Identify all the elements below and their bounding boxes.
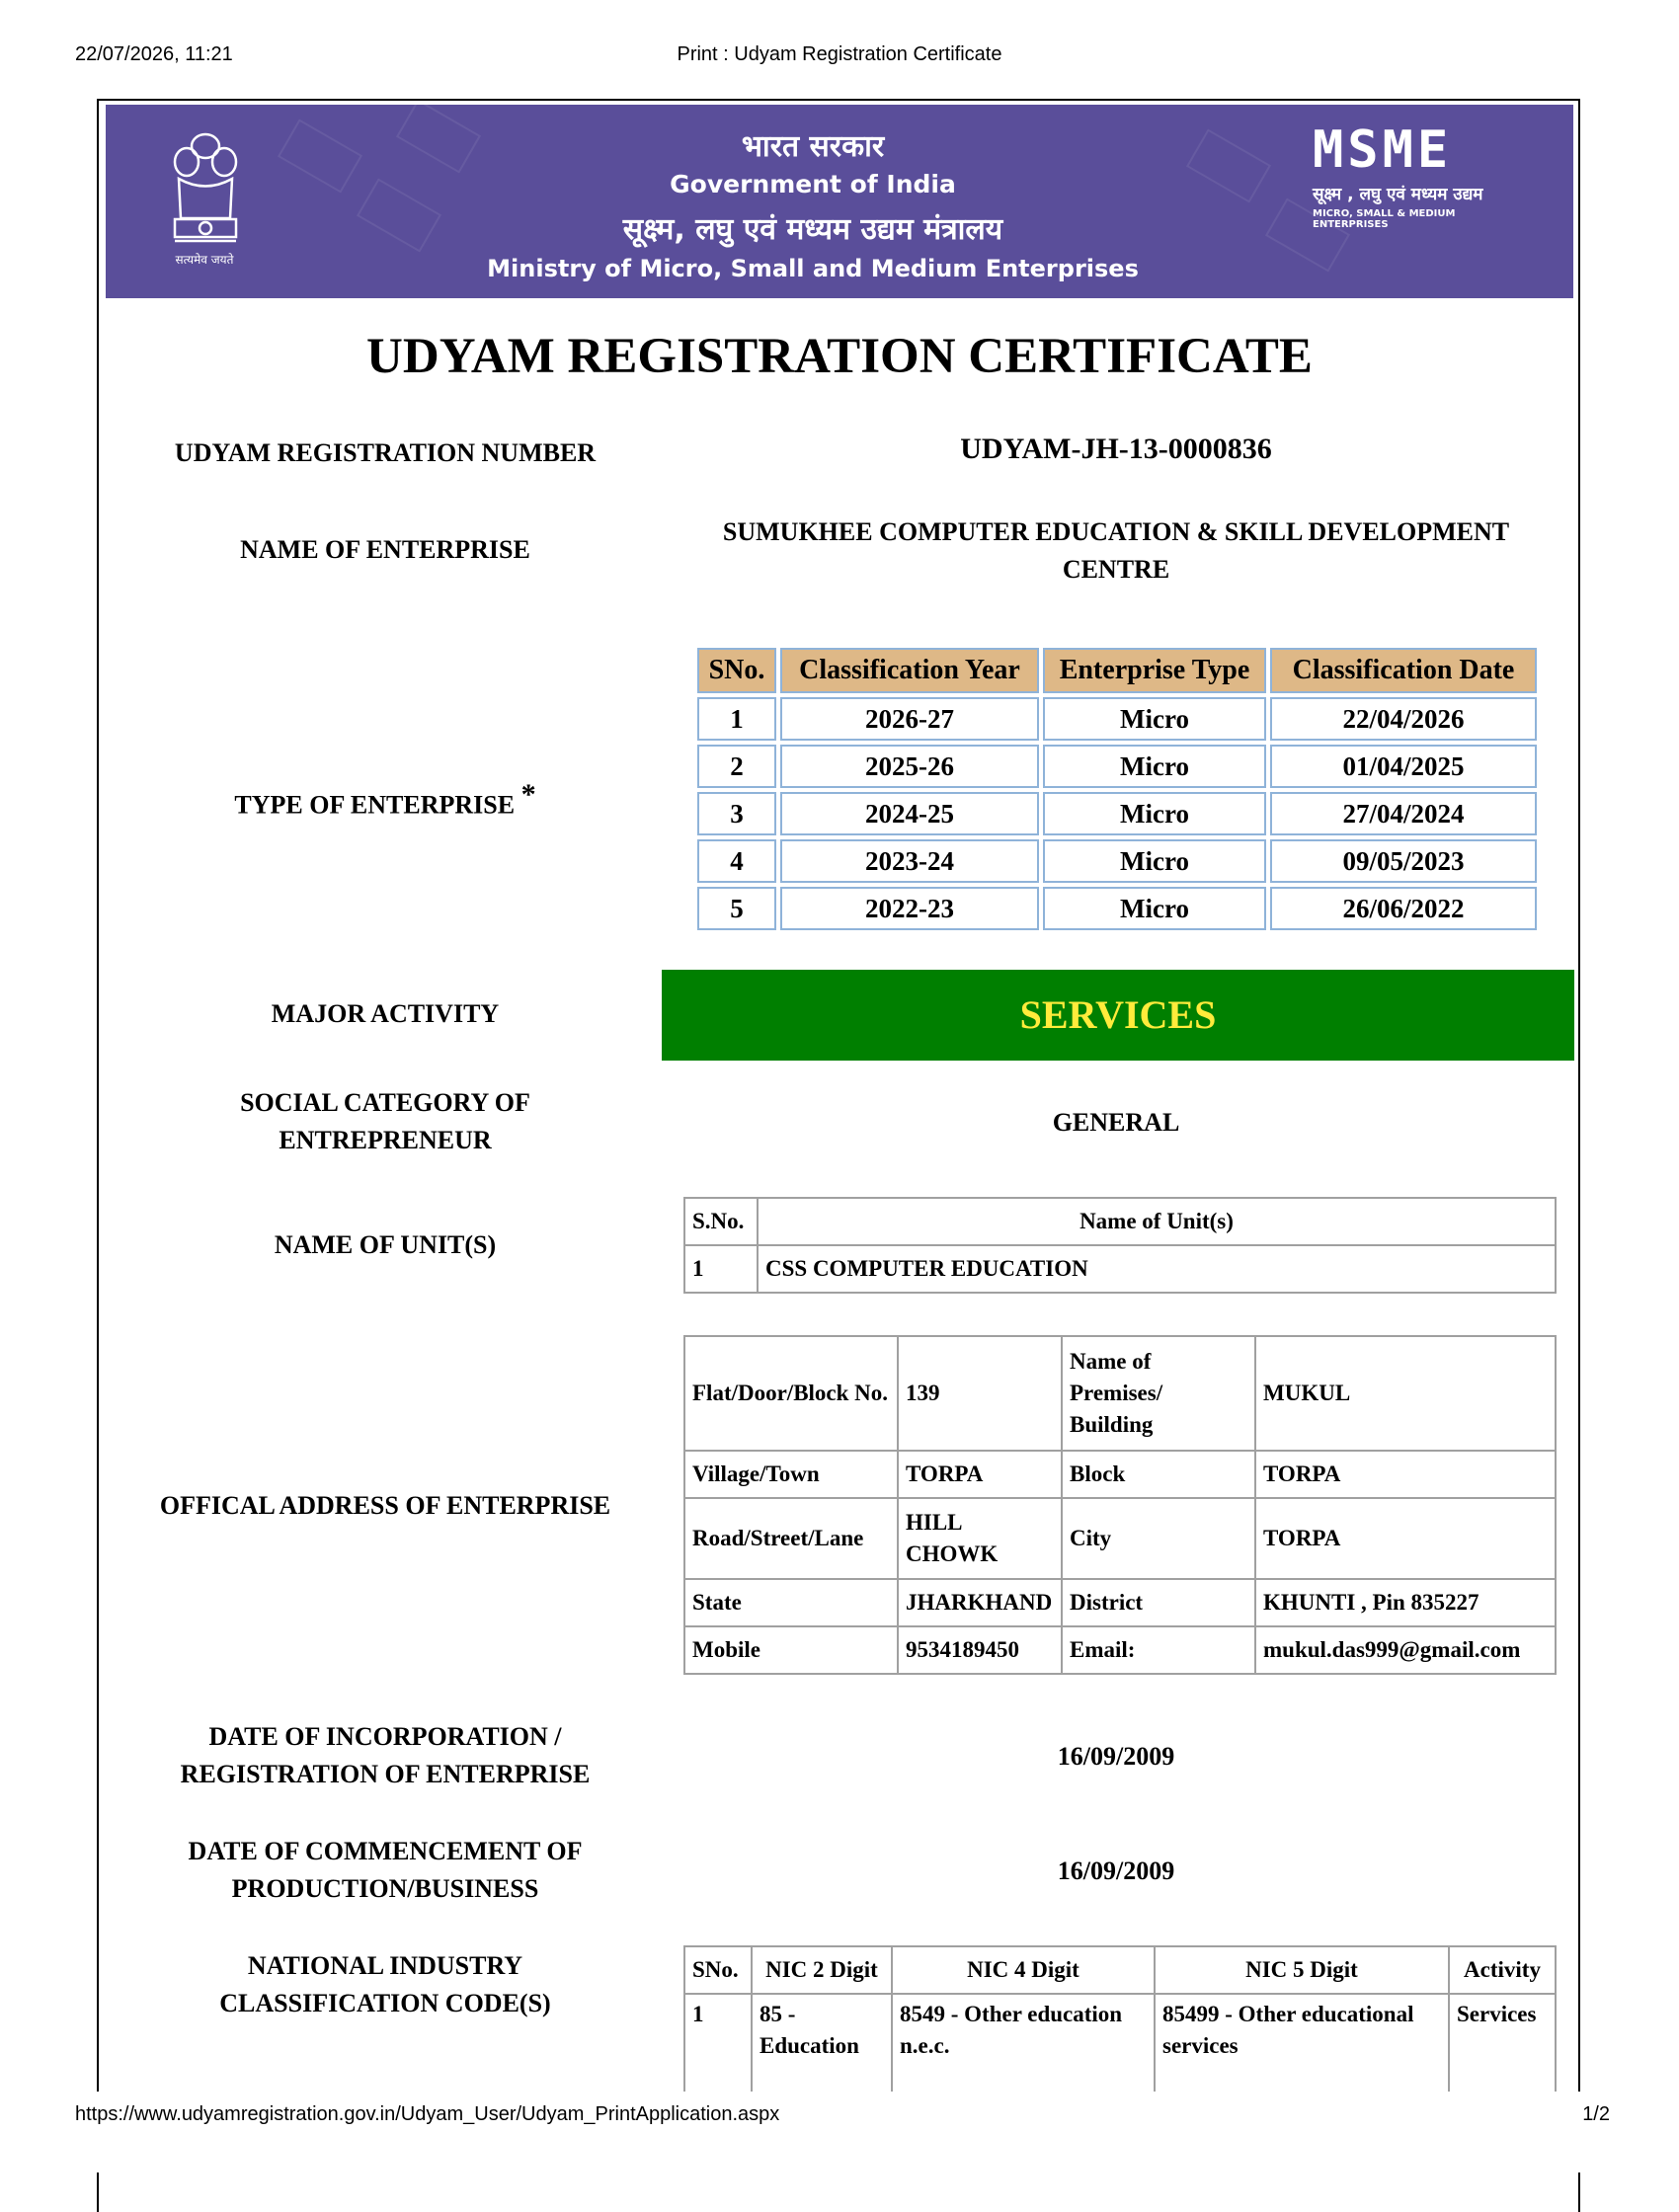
hindi-govt-text: भारत सरकार (741, 129, 885, 164)
commencement-label: DATE OF COMMENCEMENT OF PRODUCTION/BUSINESS (188, 1837, 583, 1903)
govt-banner (106, 105, 1573, 298)
print-url[interactable]: https://www.udyamregistration.gov.in/Udyam_User/Udyam_PrintApplication.aspx (75, 2103, 780, 2125)
print-page-number: 1/2 (1582, 2103, 1610, 2125)
print-datetime: 22/07/2026, 11:21 (75, 43, 233, 65)
enterprise-name-label: NAME OF ENTERPRISE (240, 535, 530, 564)
address-table: Flat/Door/Block No. 139 Name of Premises/ Building MUKUL Village/Town TORPA Block TORPA Road/Street/Lane HILL CHOWK City TORPA State JHARKHAND District KHUNTI , Pin 835227 Mobile 9534189450 Email: mukul.das999@gmail.com (683, 1335, 1557, 1675)
enterprise-name-value: SUMUKHEE COMPUTER EDUCATION & SKILL DEVELOPMENT CENTRE (722, 517, 1510, 584)
table-row: 2 2025-26 Micro 01/04/2025 (697, 745, 1537, 788)
incorporation-label: DATE OF INCORPORATION / REGISTRATION OF ENTERPRISE (180, 1722, 591, 1788)
print-title: Print : Udyam Registration Certificate (677, 43, 1002, 65)
major-activity-value: SERVICES (662, 970, 1574, 1061)
commencement-date: 16/09/2009 (1057, 1856, 1175, 1885)
units-label: NAME OF UNIT(S) (274, 1230, 497, 1259)
certificate-title: UDYAM REGISTRATION CERTIFICATE (366, 329, 1313, 384)
social-category-label: SOCIAL CATEGORY OF ENTREPRENEUR (240, 1088, 530, 1154)
social-category-value: GENERAL (1052, 1108, 1180, 1137)
table-row: 1 85 - Education 8549 - Other education n.e.c. 85499 - Other educational services Services (684, 1994, 1556, 2093)
govt-text: Government of India (670, 170, 956, 198)
nic-label: NATIONAL INDUSTRY CLASSIFICATION CODE(S) (219, 1951, 551, 2017)
table-row: 1 2026-27 Micro 22/04/2026 (697, 697, 1537, 741)
nic-table: SNo. NIC 2 Digit NIC 4 Digit NIC 5 Digit Activity 1 85 - Education 8549 - Other education n.e.c. 85499 - Other educational services Services (683, 1945, 1557, 2094)
units-table: S.No. Name of Unit(s) 1 CSS COMPUTER EDUCATION (683, 1197, 1557, 1294)
reg-number-value: UDYAM-JH-13-0000836 (960, 433, 1272, 465)
table-row: 4 2023-24 Micro 09/05/2023 (697, 839, 1537, 883)
enterprise-type-label: TYPE OF ENTERPRISE * (234, 778, 536, 820)
address-label: OFFICAL ADDRESS OF ENTERPRISE (159, 1491, 611, 1520)
reg-number-label: UDYAM REGISTRATION NUMBER (174, 438, 597, 467)
table-row: 3 2024-25 Micro 27/04/2024 (697, 792, 1537, 835)
incorporation-date: 16/09/2009 (1057, 1742, 1175, 1771)
ministry-text: Ministry of Micro, Small and Medium Enterprises (487, 255, 1139, 282)
table-row: 1 CSS COMPUTER EDUCATION (684, 1245, 1556, 1293)
emblem-motto: सत्यमेव जयते (175, 253, 234, 267)
table-row: 5 2022-23 Micro 26/06/2022 (697, 887, 1537, 930)
msme-logo: MSME सूक्ष्म , लघु एवं मध्यम उद्यम MICRO, SMALL & MEDIUM ENTERPRISES (1313, 120, 1483, 230)
hindi-ministry-text: सूक्ष्म, लघु एवं मध्यम उद्यम मंत्रालय (622, 212, 1003, 247)
major-activity-label: MAJOR ACTIVITY (271, 999, 500, 1028)
classification-table: SNo. Classification Year Enterprise Type Classification Date 1 2026-27 Micro 22/04/2026 2 2025-26 Micro 01/04/2025 3 2024-25 Micro 27/04/2024 4 2023-24 Micro 09/05/2023 5 2022-23 Micro 26/06/2022 (693, 644, 1541, 934)
